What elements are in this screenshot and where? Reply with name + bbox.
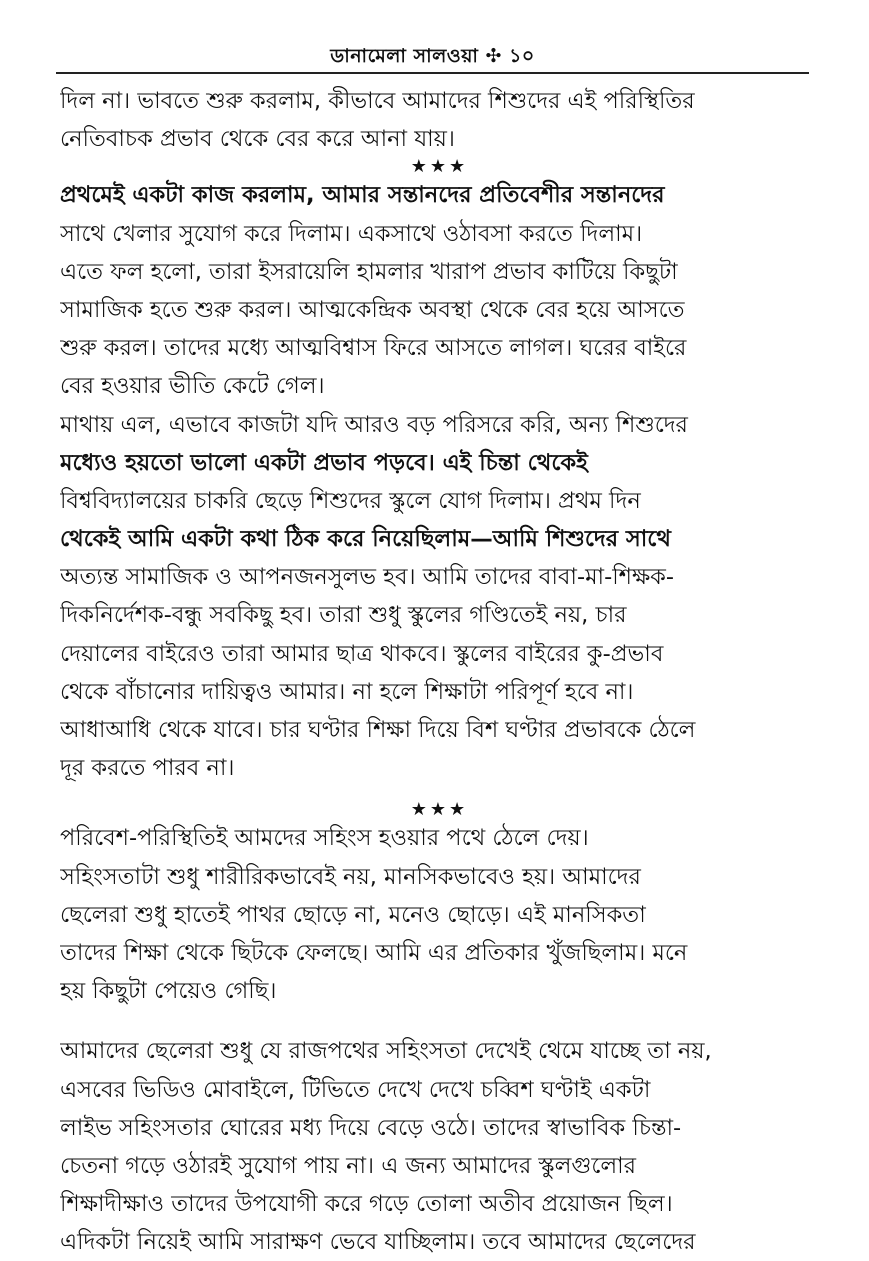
text-line: ছেলেরা শুধু হাতেই পাথর ছোড়ে না, মনেও ছোড়ে। এই মানসিকতা — [60, 901, 646, 928]
paragraph — [60, 176, 805, 405]
text-line: মাথায় এল, এভাবে কাজটা যদি আরও বড় পরিসরে করি, অন্য শিশুদের — [60, 411, 688, 438]
paragraph — [60, 406, 805, 788]
text-line: তাদের শিক্ষা থেকে ছিটকে ফেলছে। আমি এর প্রতিকার খুঁজছিলাম। মনে — [60, 939, 688, 966]
text-line: প্রথমেই একটা কাজ করলাম, আমার সন্তানদের প্রতিবেশীর সন্তানদের — [60, 182, 665, 209]
text-line: শিক্ষাদীক্ষাও তাদের উপযোগী করে গড়ে তোলা অতীব প্রয়োজন ছিল। — [60, 1191, 673, 1218]
text-line: দিল না। ভাবতে শুরু করলাম, কীভাবে আমাদের শিশুদের এই পরিস্থিতির — [60, 88, 695, 114]
text-line: চেতনা গড়ে ওঠারই সুযোগ পায় না। এ জন্য আমাদের স্কুলগুলোর — [60, 1152, 637, 1179]
text-line: থেকে বাঁচানোর দায়িত্বও আমার। না হলে শিক্ষাটা পরিপূর্ণ হবে না। — [60, 678, 634, 705]
text-line: আমাদের ছেলেরা শুধু যে রাজপথের সহিংসতা দেখেই থেমে যাচ্ছে তা নয়, — [60, 1038, 712, 1065]
section-separator: ★★★ — [410, 156, 469, 178]
body-text — [60, 82, 805, 1261]
text-line: বের হওয়ার ভীতি কেটে গেল। — [60, 373, 325, 400]
text-line: সাথে খেলার সুযোগ করে দিলাম। একসাথে ওঠাবসা করতে দিলাম। — [60, 220, 643, 247]
paragraph — [60, 819, 805, 1010]
running-header: ডানামেলা সালওয়া ✣ ১০ — [330, 45, 535, 67]
text-line: শুরু করল। তাদের মধ্যে আত্মবিশ্বাস ফিরে আসতে লাগল। ঘরের বাইরে — [60, 335, 687, 362]
text-line: বিশ্ববিদ্যালয়ের চাকরি ছেড়ে শিশুদের স্কুলে যোগ দিলাম। প্রথম দিন — [60, 487, 641, 514]
paragraph — [60, 1032, 805, 1261]
text-line: নেতিবাচক প্রভাব থেকে বের করে আনা যায়। — [60, 126, 455, 153]
spacer — [60, 1010, 805, 1032]
text-line: সহিংসতাটা শুধু শারীরিকভাবেই নয়, মানসিকভাবেও হয়। আমাদের — [60, 863, 641, 890]
text-line: দূর করতে পারব না। — [60, 755, 235, 782]
text-line: আধাআধি থেকে যাবে। চার ঘণ্টার শিক্ষা দিয়ে বিশ ঘণ্টার প্রভাবকে ঠেলে — [60, 717, 696, 743]
text-line: মধ্যেও হয়তো ভালো একটা প্রভাব পড়বে। এই চিন্তা থেকেই — [60, 449, 588, 476]
text-line: থেকেই আমি একটা কথা ঠিক করে নিয়েছিলাম—আমি শিশুদের সাথে — [60, 526, 671, 553]
text-line: এসবের ভিডিও মোবাইলে, টিভিতে দেখে দেখে চব্বিশ ঘণ্টাই একটা — [60, 1076, 651, 1103]
section-separator: ★★★ — [410, 799, 469, 821]
header-rule — [56, 72, 809, 74]
text-line: সামাজিক হতে শুরু করল। আত্মকেন্দ্রিক অবস্থা থেকে বের হয়ে আসতে — [60, 296, 685, 323]
paragraph — [60, 82, 805, 158]
text-line: পরিবেশ-পরিস্থিতিই আমদের সহিংস হওয়ার পথে ঠেলে দেয়। — [60, 825, 589, 852]
text-line: লাইভ সহিংসতার ঘোরের মধ্য দিয়ে বেড়ে ওঠে। তাদের স্বাভাবিক চিন্তা- — [60, 1114, 682, 1141]
text-line: অত্যন্ত সামাজিক ও আপনজনসুলভ হব। আমি তাদের বাবা-মা-শিক্ষক- — [60, 564, 675, 591]
text-line: এতে ফল হলো, তারা ইসরায়েলি হামলার খারাপ প্রভাব কাটিয়ে কিছুটা — [60, 258, 678, 285]
text-line: দিকনির্দেশক-বন্ধু সবকিছু হব। তারা শুধু স্কুলের গণ্ডিতেই নয়, চার — [60, 602, 627, 629]
text-line: দেয়ালের বাইরেও তারা আমার ছাত্র থাকবে। স্কুলের বাইরের কু-প্রভাব — [60, 640, 664, 667]
text-line: এদিকটা নিয়েই আমি সারাক্ষণ ভেবে যাচ্ছিলাম। তবে আমাদের ছেলেদের — [60, 1229, 696, 1256]
text-line: হয় কিছুটা পেয়েও গেছি। — [60, 978, 277, 1005]
